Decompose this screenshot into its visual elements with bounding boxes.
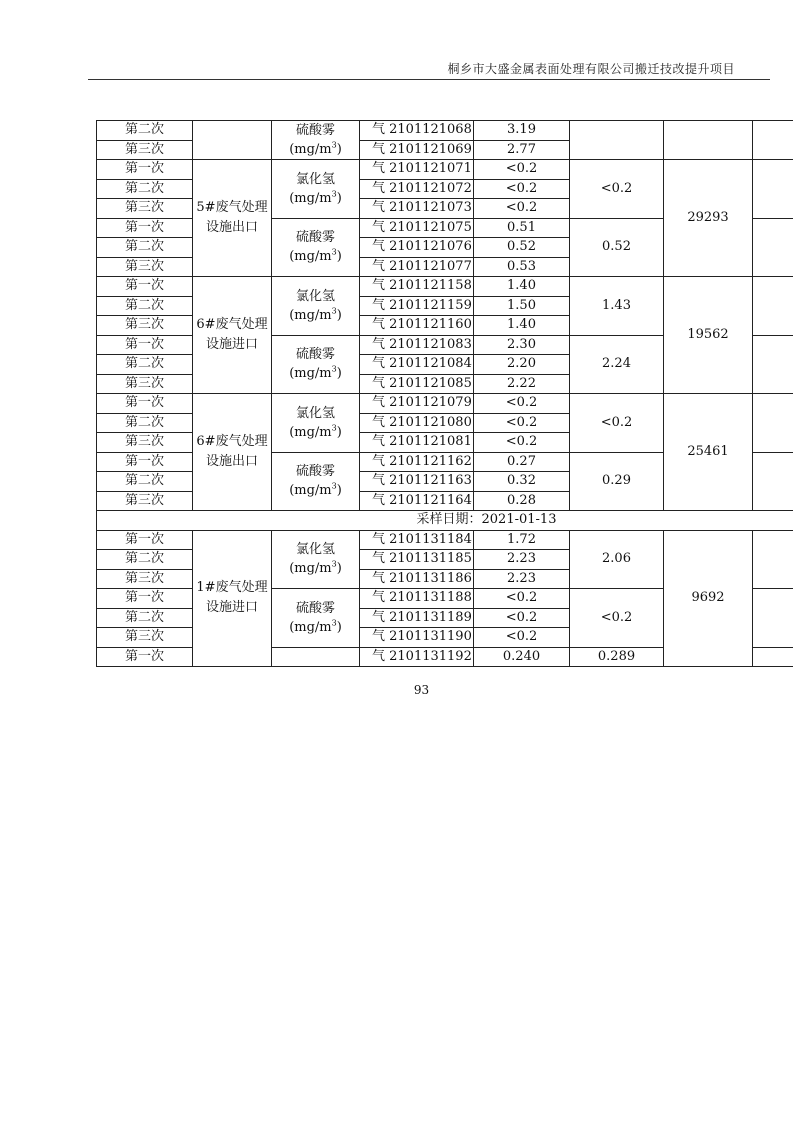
average-cell: <0.2 — [570, 160, 664, 219]
value-cell: 1.40 — [474, 277, 570, 297]
run-cell: 第二次 — [97, 296, 193, 316]
page-header-title: 桐乡市大盛金属表面处理有限公司搬迁技改提升项目 — [447, 62, 735, 76]
point-cell: 6#废气处理设施出口 — [193, 394, 272, 511]
sample-id-cell: 气 2101121160 — [360, 316, 474, 336]
point-cell: 5#废气处理设施出口 — [193, 160, 272, 277]
sample-id-cell: 气 2101121081 — [360, 433, 474, 453]
average-cell — [570, 121, 664, 160]
value-cell: 2.77 — [474, 140, 570, 160]
sample-id-cell: 气 2101121085 — [360, 374, 474, 394]
value-cell: 0.52 — [474, 238, 570, 258]
run-cell: 第一次 — [97, 277, 193, 297]
value-cell: <0.2 — [474, 394, 570, 414]
sample-id-cell: 气 2101131185 — [360, 550, 474, 570]
average-cell: 1.43 — [570, 277, 664, 336]
item-cell: 氯化氢 $(mg/m^3)$ — [272, 394, 360, 453]
point-cell: 1#废气处理设施进口 — [193, 530, 272, 667]
table-row — [97, 160, 793, 180]
table-row — [97, 121, 793, 141]
sample-id-cell: 气 2101121077 — [360, 257, 474, 277]
value-cell: 2.23 — [474, 569, 570, 589]
average-cell: 2.24 — [570, 335, 664, 394]
average-cell: 0.289 — [570, 647, 664, 667]
item-cell: 硫酸雾 $(mg/m^3)$ — [272, 218, 360, 277]
table-row — [97, 530, 793, 550]
average-cell: 0.29 — [570, 452, 664, 511]
extra-cell — [753, 160, 793, 219]
average-cell: <0.2 — [570, 394, 664, 453]
value-cell: <0.2 — [474, 589, 570, 609]
run-cell: 第二次 — [97, 121, 193, 141]
item-cell: 氯化氢 $(mg/m^3)$ — [272, 277, 360, 336]
run-cell: 第一次 — [97, 160, 193, 180]
sample-id-cell: 气 2101121164 — [360, 491, 474, 511]
run-cell: 第二次 — [97, 608, 193, 628]
value-cell: 2.23 — [474, 550, 570, 570]
run-cell: 第二次 — [97, 472, 193, 492]
table-row — [97, 277, 793, 297]
value-cell: 0.53 — [474, 257, 570, 277]
header-rule — [88, 79, 770, 80]
run-cell: 第三次 — [97, 140, 193, 160]
flow-cell — [664, 121, 753, 160]
average-cell: 2.06 — [570, 530, 664, 589]
extra-cell — [753, 530, 793, 589]
run-cell: 第三次 — [97, 199, 193, 219]
table-row — [97, 511, 793, 531]
table-row — [97, 394, 793, 414]
value-cell: <0.2 — [474, 628, 570, 648]
sample-id-cell: 气 2101121069 — [360, 140, 474, 160]
flow-cell: 25461 — [664, 394, 753, 511]
sampling-date-row: 采样日期：2021-01-13 — [97, 511, 793, 531]
extra-cell — [753, 335, 793, 394]
value-cell: 1.72 — [474, 530, 570, 550]
sample-id-cell: 气 2101121158 — [360, 277, 474, 297]
point-cell: 6#废气处理设施进口 — [193, 277, 272, 394]
item-cell: 硫酸雾 $(mg/m^3)$ — [272, 589, 360, 648]
sample-id-cell: 气 2101121071 — [360, 160, 474, 180]
flow-cell: 9692 — [664, 530, 753, 667]
run-cell: 第一次 — [97, 452, 193, 472]
extra-cell — [753, 394, 793, 453]
run-cell: 第二次 — [97, 413, 193, 433]
sample-id-cell: 气 2101121080 — [360, 413, 474, 433]
run-cell: 第一次 — [97, 647, 193, 667]
extra-cell — [753, 452, 793, 511]
sample-id-cell: 气 2101121076 — [360, 238, 474, 258]
sample-id-cell: 气 2101121083 — [360, 335, 474, 355]
sample-id-cell: 气 2101131186 — [360, 569, 474, 589]
run-cell: 第一次 — [97, 589, 193, 609]
point-cell — [193, 121, 272, 160]
run-cell: 第三次 — [97, 374, 193, 394]
extra-cell — [753, 218, 793, 277]
sample-id-cell: 气 2101121084 — [360, 355, 474, 375]
run-cell: 第二次 — [97, 550, 193, 570]
run-cell: 第二次 — [97, 355, 193, 375]
page-number: 93 — [413, 683, 430, 697]
extra-cell — [753, 121, 793, 160]
run-cell: 第三次 — [97, 433, 193, 453]
value-cell: 0.240 — [474, 647, 570, 667]
run-cell: 第三次 — [97, 316, 193, 336]
sample-id-cell: 气 2101121079 — [360, 394, 474, 414]
value-cell: 0.28 — [474, 491, 570, 511]
value-cell: <0.2 — [474, 160, 570, 180]
value-cell: <0.2 — [474, 413, 570, 433]
extra-cell — [753, 647, 793, 667]
sample-id-cell: 气 2101121163 — [360, 472, 474, 492]
sample-id-cell: 气 2101121162 — [360, 452, 474, 472]
sample-id-cell: 气 2101121159 — [360, 296, 474, 316]
sample-id-cell: 气 2101121075 — [360, 218, 474, 238]
value-cell: 1.50 — [474, 296, 570, 316]
item-cell: 氯化氢 $(mg/m^3)$ — [272, 160, 360, 219]
results-table — [96, 120, 793, 667]
run-cell: 第一次 — [97, 394, 193, 414]
sample-id-cell: 气 2101131189 — [360, 608, 474, 628]
value-cell: <0.2 — [474, 608, 570, 628]
sample-id-cell: 气 2101131188 — [360, 589, 474, 609]
value-cell: 1.40 — [474, 316, 570, 336]
value-cell: 2.20 — [474, 355, 570, 375]
run-cell: 第三次 — [97, 569, 193, 589]
sample-id-cell: 气 2101131190 — [360, 628, 474, 648]
item-cell: 硫酸雾 $(mg/m^3)$ — [272, 121, 360, 160]
run-cell: 第一次 — [97, 218, 193, 238]
run-cell: 第三次 — [97, 628, 193, 648]
value-cell: <0.2 — [474, 199, 570, 219]
value-cell: 3.19 — [474, 121, 570, 141]
average-cell: 0.52 — [570, 218, 664, 277]
value-cell: 0.27 — [474, 452, 570, 472]
run-cell: 第三次 — [97, 491, 193, 511]
run-cell: 第二次 — [97, 179, 193, 199]
item-cell — [272, 647, 360, 667]
flow-cell: 29293 — [664, 160, 753, 277]
run-cell: 第二次 — [97, 238, 193, 258]
value-cell: <0.2 — [474, 433, 570, 453]
value-cell: 2.22 — [474, 374, 570, 394]
item-cell: 硫酸雾 $(mg/m^3)$ — [272, 452, 360, 511]
item-cell: 氯化氢 $(mg/m^3)$ — [272, 530, 360, 589]
sample-id-cell: 气 2101121072 — [360, 179, 474, 199]
sample-id-cell: 气 2101131192 — [360, 647, 474, 667]
item-cell: 硫酸雾 $(mg/m^3)$ — [272, 335, 360, 394]
value-cell: 2.30 — [474, 335, 570, 355]
average-cell: <0.2 — [570, 589, 664, 648]
sample-id-cell: 气 2101121068 — [360, 121, 474, 141]
value-cell: 0.32 — [474, 472, 570, 492]
run-cell: 第一次 — [97, 530, 193, 550]
sample-id-cell: 气 2101131184 — [360, 530, 474, 550]
flow-cell: 19562 — [664, 277, 753, 394]
sample-id-cell: 气 2101121073 — [360, 199, 474, 219]
results-table-container — [96, 120, 793, 667]
run-cell: 第三次 — [97, 257, 193, 277]
value-cell: 0.51 — [474, 218, 570, 238]
extra-cell — [753, 589, 793, 648]
value-cell: <0.2 — [474, 179, 570, 199]
extra-cell — [753, 277, 793, 336]
run-cell: 第一次 — [97, 335, 193, 355]
